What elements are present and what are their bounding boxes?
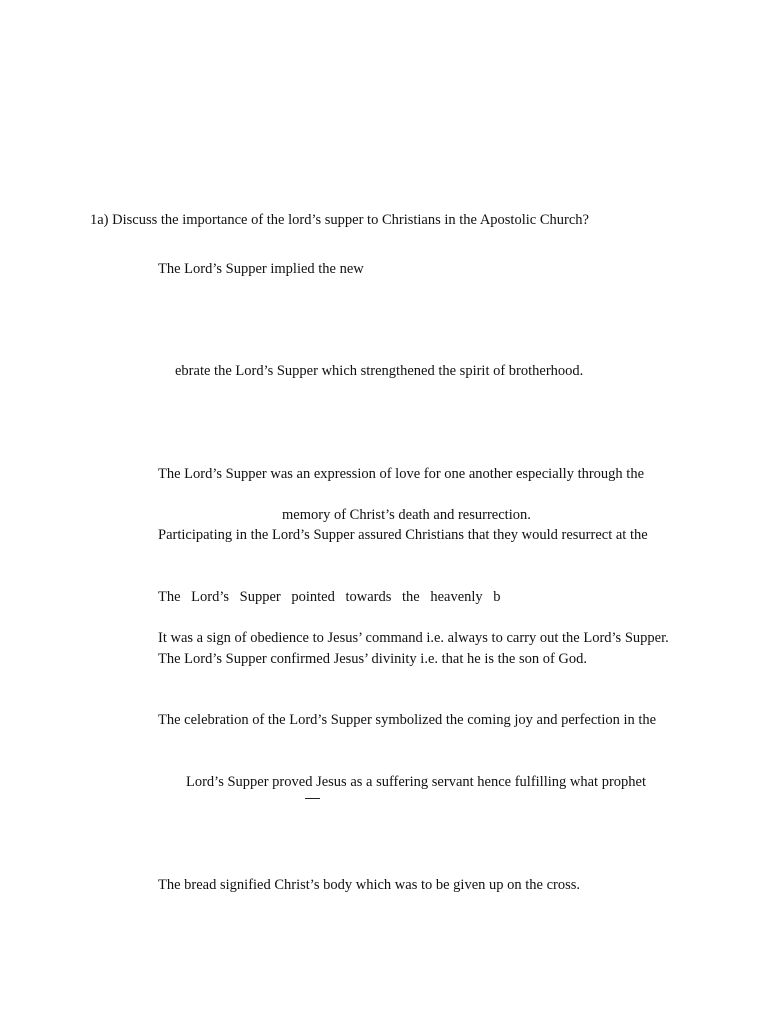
paragraph-line: The Lord’s Supper implied the new	[158, 261, 364, 277]
paragraph-line: The Lord’s Supper confirmed Jesus’ divinity i.e. that he is the son of God.	[158, 651, 588, 667]
paragraph-line: The celebration of the Lord’s Supper symbolized the coming joy and perfection in the	[158, 712, 657, 728]
paragraph-line: The bread signified Christ’s body which was to be given up on the cross.	[158, 877, 581, 893]
paragraph-line: ebrate the Lord’s Supper which strengthened the spirit of brotherhood.	[175, 363, 584, 379]
paragraph-line: The Lord’s Supper pointed towards the heavenly b	[158, 589, 501, 605]
dash-rule	[305, 798, 320, 799]
paragraph-line: It was a sign of obedience to Jesus’ command i.e. always to carry out the Lord’s Supper.	[158, 630, 669, 646]
paragraph-line: Participating in the Lord’s Supper assured Christians that they would resurrect at the	[158, 527, 648, 543]
question-heading: 1a) Discuss the importance of the lord’s supper to Christians in the Apostolic Church?	[90, 212, 589, 228]
paragraph-line: The Lord’s Supper was an expression of love for one another especially through the	[158, 466, 645, 482]
paragraph-line: Lord’s Supper proved Jesus as a suffering servant hence fulfilling what prophet	[186, 774, 646, 790]
paragraph-line: memory of Christ’s death and resurrection.	[282, 507, 531, 523]
